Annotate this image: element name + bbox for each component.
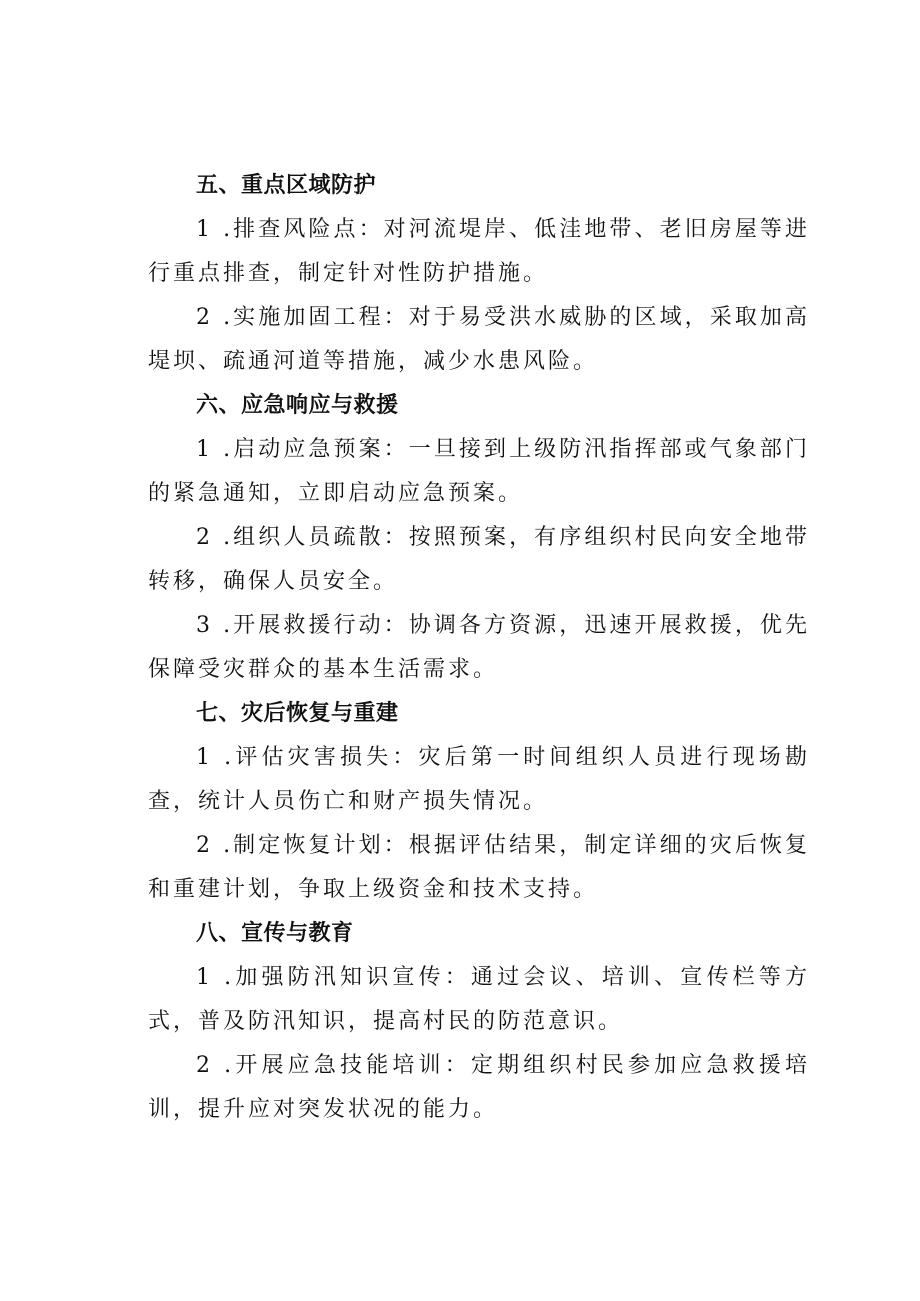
paragraph-6-3: 3 .开展救援行动：协调各方资源，迅速开展救援，优先保障受灾群众的基本生活需求。	[148, 613, 810, 682]
document-body	[148, 164, 810, 1132]
section-title-6: 六、应急响应与救援	[196, 393, 399, 418]
paragraph-8-2: 2 .开展应急技能培训：定期组织村民参加应急救援培训，提升应对突发状况的能力。	[148, 1053, 810, 1122]
paragraph-6-1: 1 .启动应急预案：一旦接到上级防汛指挥部或气象部门的紧急通知，立即启动应急预案。	[148, 437, 810, 506]
paragraph-7-1: 1 .评估灾害损失：灾后第一时间组织人员进行现场勘查，统计人员伤亡和财产损失情况。	[148, 745, 810, 814]
paragraph-8-1: 1 .加强防汛知识宣传：通过会议、培训、宣传栏等方式，普及防汛知识，提高村民的防范意识。	[148, 965, 810, 1034]
paragraph-6-2: 2 .组织人员疏散：按照预案，有序组织村民向安全地带转移，确保人员安全。	[148, 525, 810, 594]
section-title-5: 五、重点区域防护	[196, 173, 377, 198]
section-title-7: 七、灾后恢复与重建	[196, 701, 399, 726]
paragraph-5-2: 2 .实施加固工程：对于易受洪水威胁的区域，采取加高堤坝、疏通河道等措施，减少水患风险。	[148, 305, 810, 374]
paragraph-7-2: 2 .制定恢复计划：根据评估结果，制定详细的灾后恢复和重建计划，争取上级资金和技术支持。	[148, 833, 810, 902]
section-title-8: 八、宣传与教育	[196, 921, 354, 946]
paragraph-5-1: 1 .排查风险点：对河流堤岸、低洼地带、老旧房屋等进行重点排查，制定针对性防护措施。	[148, 217, 810, 286]
